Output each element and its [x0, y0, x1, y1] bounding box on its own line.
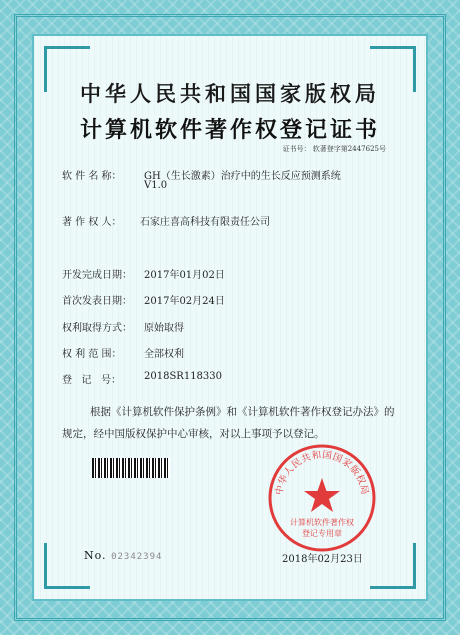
- certificate-number: [283, 144, 386, 154]
- authority-title: 中华人民共和国国家版权局: [80, 81, 380, 106]
- acquire-label: 权利取得方式：: [62, 323, 132, 334]
- official-seal: [266, 442, 378, 554]
- certificate-title: 计算机软件著作权登记证书: [79, 117, 380, 143]
- cert-no-label: 证书号：: [282, 145, 311, 153]
- owner-value: 石家庄喜高科技有限责任公司: [140, 217, 270, 228]
- serial-number: [84, 549, 162, 562]
- body-paragraph-line2: 规定，经中国版权保护中心审核，对以上事项予以登记。: [62, 428, 325, 440]
- software-version: V1.0: [144, 180, 168, 191]
- seal-ring-text: 中华人民共和国国家版权局: [273, 449, 371, 496]
- seal-star-icon: [304, 478, 340, 512]
- barcode: [92, 458, 170, 478]
- owner-label: 著 作 权 人：: [62, 217, 122, 228]
- seal-line1: 计算机软件著作权: [290, 518, 354, 527]
- acquire-value: 原始取得: [144, 323, 184, 334]
- serial-prefix: No.: [84, 549, 107, 562]
- scope-value: 全部权利: [144, 349, 184, 360]
- pub-date-value: 2017年02月24日: [144, 296, 225, 307]
- software-name-value: GH（生长激素）治疗中的生长反应预测系统: [144, 171, 341, 182]
- issue-date: 2018年02月23日: [282, 554, 363, 565]
- cert-no-value: 软著登字第2447625号: [312, 145, 386, 153]
- software-name-label: 软 件 名 称：: [62, 171, 122, 182]
- reg-no-label: 登 记 号：: [62, 375, 122, 386]
- dev-date-label: 开发完成日期：: [62, 270, 132, 281]
- reg-no-value: 2018SR118330: [144, 371, 223, 382]
- serial-value: 02342394: [111, 552, 163, 562]
- pub-date-label: 首次发表日期：: [62, 296, 132, 307]
- body-paragraph-line1: 根据《计算机软件保护条例》和《计算机软件著作权登记办法》的: [90, 406, 395, 418]
- dev-date-value: 2017年01月02日: [144, 270, 225, 281]
- seal-line2: 登记专用章: [302, 529, 342, 538]
- scope-label: 权 利 范 围：: [62, 349, 122, 360]
